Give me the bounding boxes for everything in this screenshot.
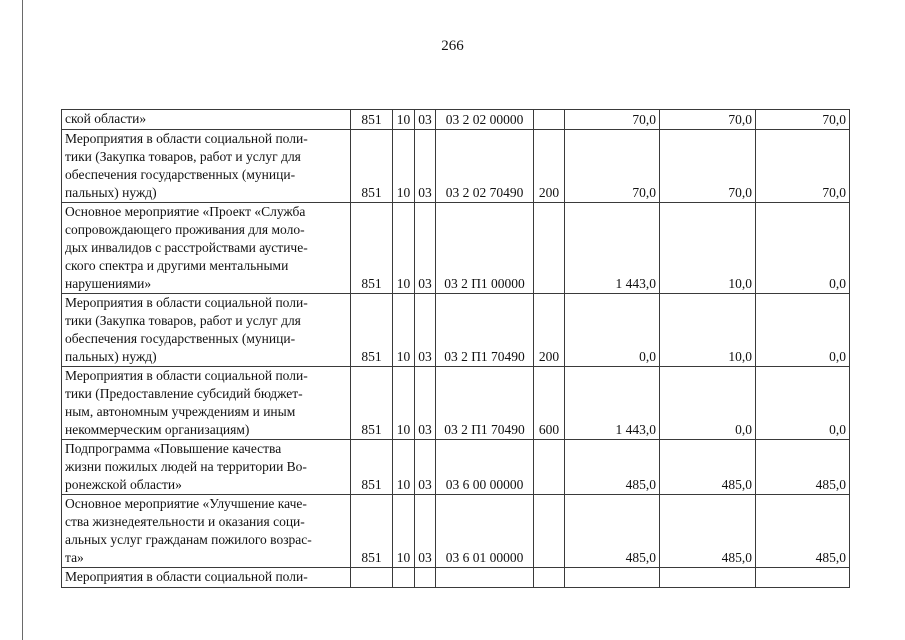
cell-sum-year-1: 70,0 — [565, 130, 660, 203]
cell-target-article: 03 6 00 00000 — [436, 440, 534, 495]
table-row — [62, 440, 850, 495]
cell-sum-year-2: 485,0 — [660, 440, 756, 495]
cell-name — [62, 130, 351, 203]
cell-sum-year-1: 1 443,0 — [565, 203, 660, 294]
cell-sum-year-3: 0,0 — [756, 367, 850, 440]
cell-name-line: жизни пожилых людей на территории Во- — [65, 459, 307, 474]
cell-expense-type: 200 — [534, 130, 565, 203]
cell-subsection — [415, 568, 436, 588]
cell-name-line: нарушениями» — [65, 276, 152, 291]
cell-grbs: 851 — [351, 440, 393, 495]
cell-expense-type: 600 — [534, 367, 565, 440]
cell-sum-year-2: 70,0 — [660, 130, 756, 203]
cell-name-line: Мероприятия в области социальной поли- — [65, 131, 308, 146]
cell-name — [62, 203, 351, 294]
cell-name-line: ской области» — [65, 111, 147, 126]
cell-name-line: Мероприятия в области социальной поли- — [65, 368, 308, 383]
table-row — [62, 495, 850, 568]
cell-name-line: тики (Закупка товаров, работ и услуг для — [65, 313, 301, 328]
cell-expense-type — [534, 568, 565, 588]
cell-sum-year-3: 70,0 — [756, 110, 850, 130]
cell-name-line: Основное мероприятие «Улучшение каче- — [65, 496, 307, 511]
cell-sum-year-1: 485,0 — [565, 440, 660, 495]
cell-grbs — [351, 568, 393, 588]
cell-section: 10 — [393, 294, 415, 367]
cell-name — [62, 110, 351, 130]
cell-sum-year-3: 70,0 — [756, 130, 850, 203]
scan-edge-rule — [22, 0, 23, 640]
cell-section: 10 — [393, 130, 415, 203]
cell-name-line: ным, автономным учреждениям и иным — [65, 404, 296, 419]
cell-name-line: некоммерческим организациям) — [65, 422, 250, 437]
cell-section: 10 — [393, 367, 415, 440]
cell-name — [62, 440, 351, 495]
cell-name-line: ронежской области» — [65, 477, 182, 492]
cell-grbs: 851 — [351, 495, 393, 568]
cell-name-line: обеспечения государственных (муници- — [65, 331, 296, 346]
cell-expense-type: 200 — [534, 294, 565, 367]
cell-name-line: тики (Предоставление субсидий бюджет- — [65, 386, 303, 401]
cell-subsection: 03 — [415, 203, 436, 294]
cell-sum-year-3: 0,0 — [756, 203, 850, 294]
cell-sum-year-3: 485,0 — [756, 495, 850, 568]
table-body — [62, 110, 850, 588]
cell-expense-type — [534, 110, 565, 130]
cell-grbs: 851 — [351, 130, 393, 203]
cell-grbs: 851 — [351, 203, 393, 294]
cell-name-line: альных услуг гражданам пожилого возрас- — [65, 532, 312, 547]
cell-name-line: ского спектра и другими ментальными — [65, 258, 289, 273]
cell-target-article: 03 2 П1 70490 — [436, 367, 534, 440]
cell-section: 10 — [393, 110, 415, 130]
cell-name-line: тики (Закупка товаров, работ и услуг для — [65, 149, 301, 164]
cell-name-line: Мероприятия в области социальной поли- — [65, 569, 308, 584]
cell-name — [62, 294, 351, 367]
cell-sum-year-2: 0,0 — [660, 367, 756, 440]
cell-target-article: 03 2 П1 70490 — [436, 294, 534, 367]
cell-subsection: 03 — [415, 110, 436, 130]
cell-sum-year-1 — [565, 568, 660, 588]
cell-section: 10 — [393, 203, 415, 294]
cell-sum-year-3 — [756, 568, 850, 588]
cell-name-line: дых инвалидов с расстройствами аустиче- — [65, 240, 308, 255]
cell-name — [62, 568, 351, 588]
cell-name-line: та» — [65, 550, 84, 565]
cell-expense-type — [534, 203, 565, 294]
cell-sum-year-2: 485,0 — [660, 495, 756, 568]
cell-target-article: 03 2 02 00000 — [436, 110, 534, 130]
cell-target-article: 03 2 П1 00000 — [436, 203, 534, 294]
table-row — [62, 294, 850, 367]
cell-sum-year-1: 485,0 — [565, 495, 660, 568]
cell-sum-year-2: 70,0 — [660, 110, 756, 130]
cell-expense-type — [534, 495, 565, 568]
cell-sum-year-3: 485,0 — [756, 440, 850, 495]
cell-subsection: 03 — [415, 294, 436, 367]
cell-name — [62, 495, 351, 568]
cell-sum-year-1: 70,0 — [565, 110, 660, 130]
cell-grbs: 851 — [351, 294, 393, 367]
cell-sum-year-2: 10,0 — [660, 294, 756, 367]
cell-sum-year-2 — [660, 568, 756, 588]
cell-subsection: 03 — [415, 130, 436, 203]
cell-target-article — [436, 568, 534, 588]
budget-table — [61, 109, 850, 588]
cell-sum-year-1: 1 443,0 — [565, 367, 660, 440]
cell-subsection: 03 — [415, 367, 436, 440]
cell-subsection: 03 — [415, 495, 436, 568]
cell-name — [62, 367, 351, 440]
cell-name-line: Основное мероприятие «Проект «Служба — [65, 204, 306, 219]
cell-section — [393, 568, 415, 588]
table-row — [62, 110, 850, 130]
cell-grbs: 851 — [351, 367, 393, 440]
cell-name-line: пальных) нужд) — [65, 185, 157, 200]
table-row — [62, 203, 850, 294]
cell-grbs: 851 — [351, 110, 393, 130]
cell-sum-year-2: 10,0 — [660, 203, 756, 294]
cell-section: 10 — [393, 495, 415, 568]
cell-name-line: пальных) нужд) — [65, 349, 157, 364]
cell-name-line: Мероприятия в области социальной поли- — [65, 295, 308, 310]
cell-name-line: ства жизнедеятельности и оказания соци- — [65, 514, 305, 529]
cell-sum-year-3: 0,0 — [756, 294, 850, 367]
cell-subsection: 03 — [415, 440, 436, 495]
table-row — [62, 568, 850, 588]
cell-name-line: сопровождающего проживания для моло- — [65, 222, 305, 237]
cell-name-line: обеспечения государственных (муници- — [65, 167, 296, 182]
cell-section: 10 — [393, 440, 415, 495]
cell-expense-type — [534, 440, 565, 495]
cell-name-line: Подпрограмма «Повышение качества — [65, 441, 282, 456]
cell-target-article: 03 6 01 00000 — [436, 495, 534, 568]
page-number: 266 — [441, 38, 464, 54]
cell-sum-year-1: 0,0 — [565, 294, 660, 367]
table-row — [62, 367, 850, 440]
table-row — [62, 130, 850, 203]
cell-target-article: 03 2 02 70490 — [436, 130, 534, 203]
